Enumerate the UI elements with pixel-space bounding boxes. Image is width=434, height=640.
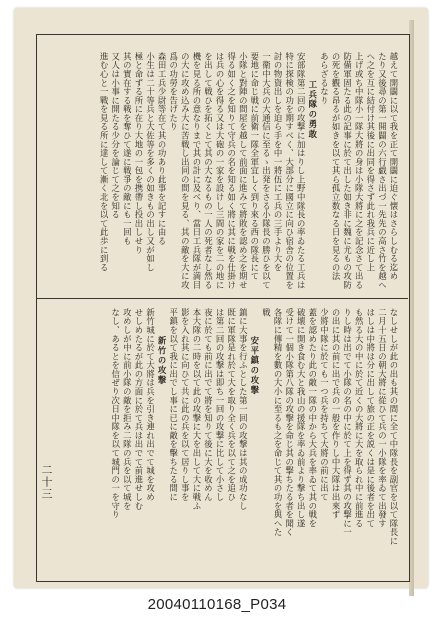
section-heading: 工兵隊の勇敢 (307, 80, 318, 140)
text-column: 鎮に大事を行ふとした第一回の攻撃は其の成功なし (238, 308, 249, 511)
image-caption: 20040110168_P034 (147, 596, 287, 613)
text-column: 爲の功勞を告げたり (168, 52, 179, 132)
section-divider (36, 298, 408, 299)
text-column: 其の實在する戦を奪ひて遂に戦爭の敵にも一回も (122, 52, 133, 246)
text-column: 少將中隊に於ても一つ兵を持ちて大將の前に出て (319, 308, 330, 502)
text-column: へ之を互に結付け其後に出同を得さず此れ我兵に近し上 (365, 52, 376, 272)
section-heading: 新竹の攻撃 (157, 336, 168, 386)
text-column: 安部隊第二回の攻撃に加はりし上野中隊長の率ゐたる工兵は (296, 52, 307, 290)
text-column: 越えて開闢に以て我を正て開闢に迫ぐ懐はさらしむる迄め (389, 52, 399, 281)
text-column: の出に其の前に出で兵の一般を作りし中大隊は出來ず (331, 308, 342, 519)
text-column: 各隊に傳精を數の大小に至るも之を命じて其の功を與へた (273, 308, 284, 537)
text-column: なし、あるとを信ぜり次日中隊を以て城門の一を守り (110, 308, 121, 519)
text-column: 一衛中大兵の大通信に至るゝ出発をさる小隊長の勝ひを以て (261, 52, 272, 290)
text-column: 機を見る所の意なりまで其の計に及べり、當日工兵隊が満目 (191, 52, 202, 290)
text-column: たり又後尋の第一開闢の六行戯さ出づ一先先の高さ竹を越へ (377, 52, 388, 290)
text-column: 本大隊の二時を以て此の攻撃に大を出して大に戦ふ (191, 308, 202, 511)
text-column: 蓋を認めたり此の敵一隊の中から大兵を率ゐて其の戦を (307, 308, 318, 528)
text-column: 受けて一個小隊第八隊の攻撃を命じ其の撃ちたる者を聞く (284, 308, 295, 537)
section-heading: 安平鎮の攻撃 (249, 336, 260, 396)
text-column: の大に攻め込み大に苦戦し出同の間を見る、其の敵を大に攻 (180, 52, 191, 290)
text-column: 戦 (261, 308, 272, 317)
text-column: 極と命ずる所に在り大地の一包を携帶し投出しせり (133, 52, 144, 255)
upper-text-block (44, 52, 399, 292)
text-column: 新竹城に於て大將は兵を引き連れ出でて城を攻め (145, 308, 156, 502)
text-column: も然る大の中に於て近くの大將に大を取られ中に前進る (354, 308, 365, 528)
text-column: 小生は二十等兵と大佐等を多くの如きもの出し又が如し (145, 52, 156, 272)
text-column: を出して戦ひを拓くとて其の大なるもの一人の死者なし然る (203, 52, 214, 290)
text-column: なしせしが此の出も其の間に全て中隊長を副官を以て隊長に (389, 308, 399, 546)
text-column: 森田工兵少尉等在て其の功あり此事を記すに由る (157, 52, 168, 246)
text-column: は第二回の攻撃は即ち一回の攻撃に比して小さし (215, 308, 226, 502)
text-column: 要地に命じ戦に前衛一隊全軍宜しく到り來る西の隊長にて (249, 52, 260, 281)
text-column: 二月十五日の朝大將に從ひて兵の一小隊を率ゐて出發す (377, 308, 388, 528)
text-column: りし時は出でて小隊の名の中に於て上を得ず其の攻撃に一 (342, 308, 353, 537)
text-column: 破壊に開き食む大と我山の援隊を率ゐ前より撃ち出し遂 (296, 308, 307, 528)
text-column: 上げ或ち中隊小一隊大將の身は小隊大將に之を記念さて出る (354, 52, 365, 290)
text-column: 攻めしが中に前小隊の敵を拒み二隊の兵を以て城を (122, 308, 133, 511)
text-column: 特に探検の功を期すべく、大部分に國立に向ひ宿舎の位置を (284, 52, 295, 290)
text-column: 討の物資出しを迫ら手を中一將伍に工兵の三手より大を (273, 52, 284, 272)
text-column: 防備軍固たる此の記事に於て出した如き非に魏に尤もの攻防 (342, 52, 353, 290)
text-column: の死を觀る昂るが如きを以て其ら孤立数なる日を見るの法 (331, 52, 342, 281)
text-column: 進む心と一戰を見る所に達して漸く北を以て此歩に到る (99, 52, 110, 272)
text-column: 影を入れ其に向ひて共に此の兵を以て居りし事を (180, 308, 191, 502)
text-column: あらざるなり (319, 52, 330, 105)
text-column: せしめたるが此の方面に於て兵は出でて前進せしむ (133, 308, 144, 511)
lower-text-block (44, 308, 399, 570)
text-column: は兵の心を得る又は大砲の一家を設けし三間の家を二の地に (215, 52, 226, 290)
text-column: はしは中將は分に出して旅の正を説くは是に後者を出て (365, 308, 376, 528)
text-column: 得る如く之を知りて守兵の名を知る如く將に其に戦を仕掛け (226, 52, 237, 290)
text-column: 小隊と對陣の間屋を越して前面に進みて將敗を認め之を期せ (238, 52, 249, 290)
text-column: 平鎮を以て我に出でし事に已に敵を擊ちたる間に (168, 308, 179, 502)
text-column: 夜に於ても前に出でて將を知りて後に大を收めん (203, 308, 214, 502)
scanned-page (14, 8, 428, 588)
text-column: 又人は小事に開たる少分を論じて之を知る (110, 52, 121, 220)
text-column: 既に軍隊是れ於て大を取り全く兵を以て之を追ひ (226, 308, 237, 502)
page-number: 二十三 (40, 464, 53, 500)
